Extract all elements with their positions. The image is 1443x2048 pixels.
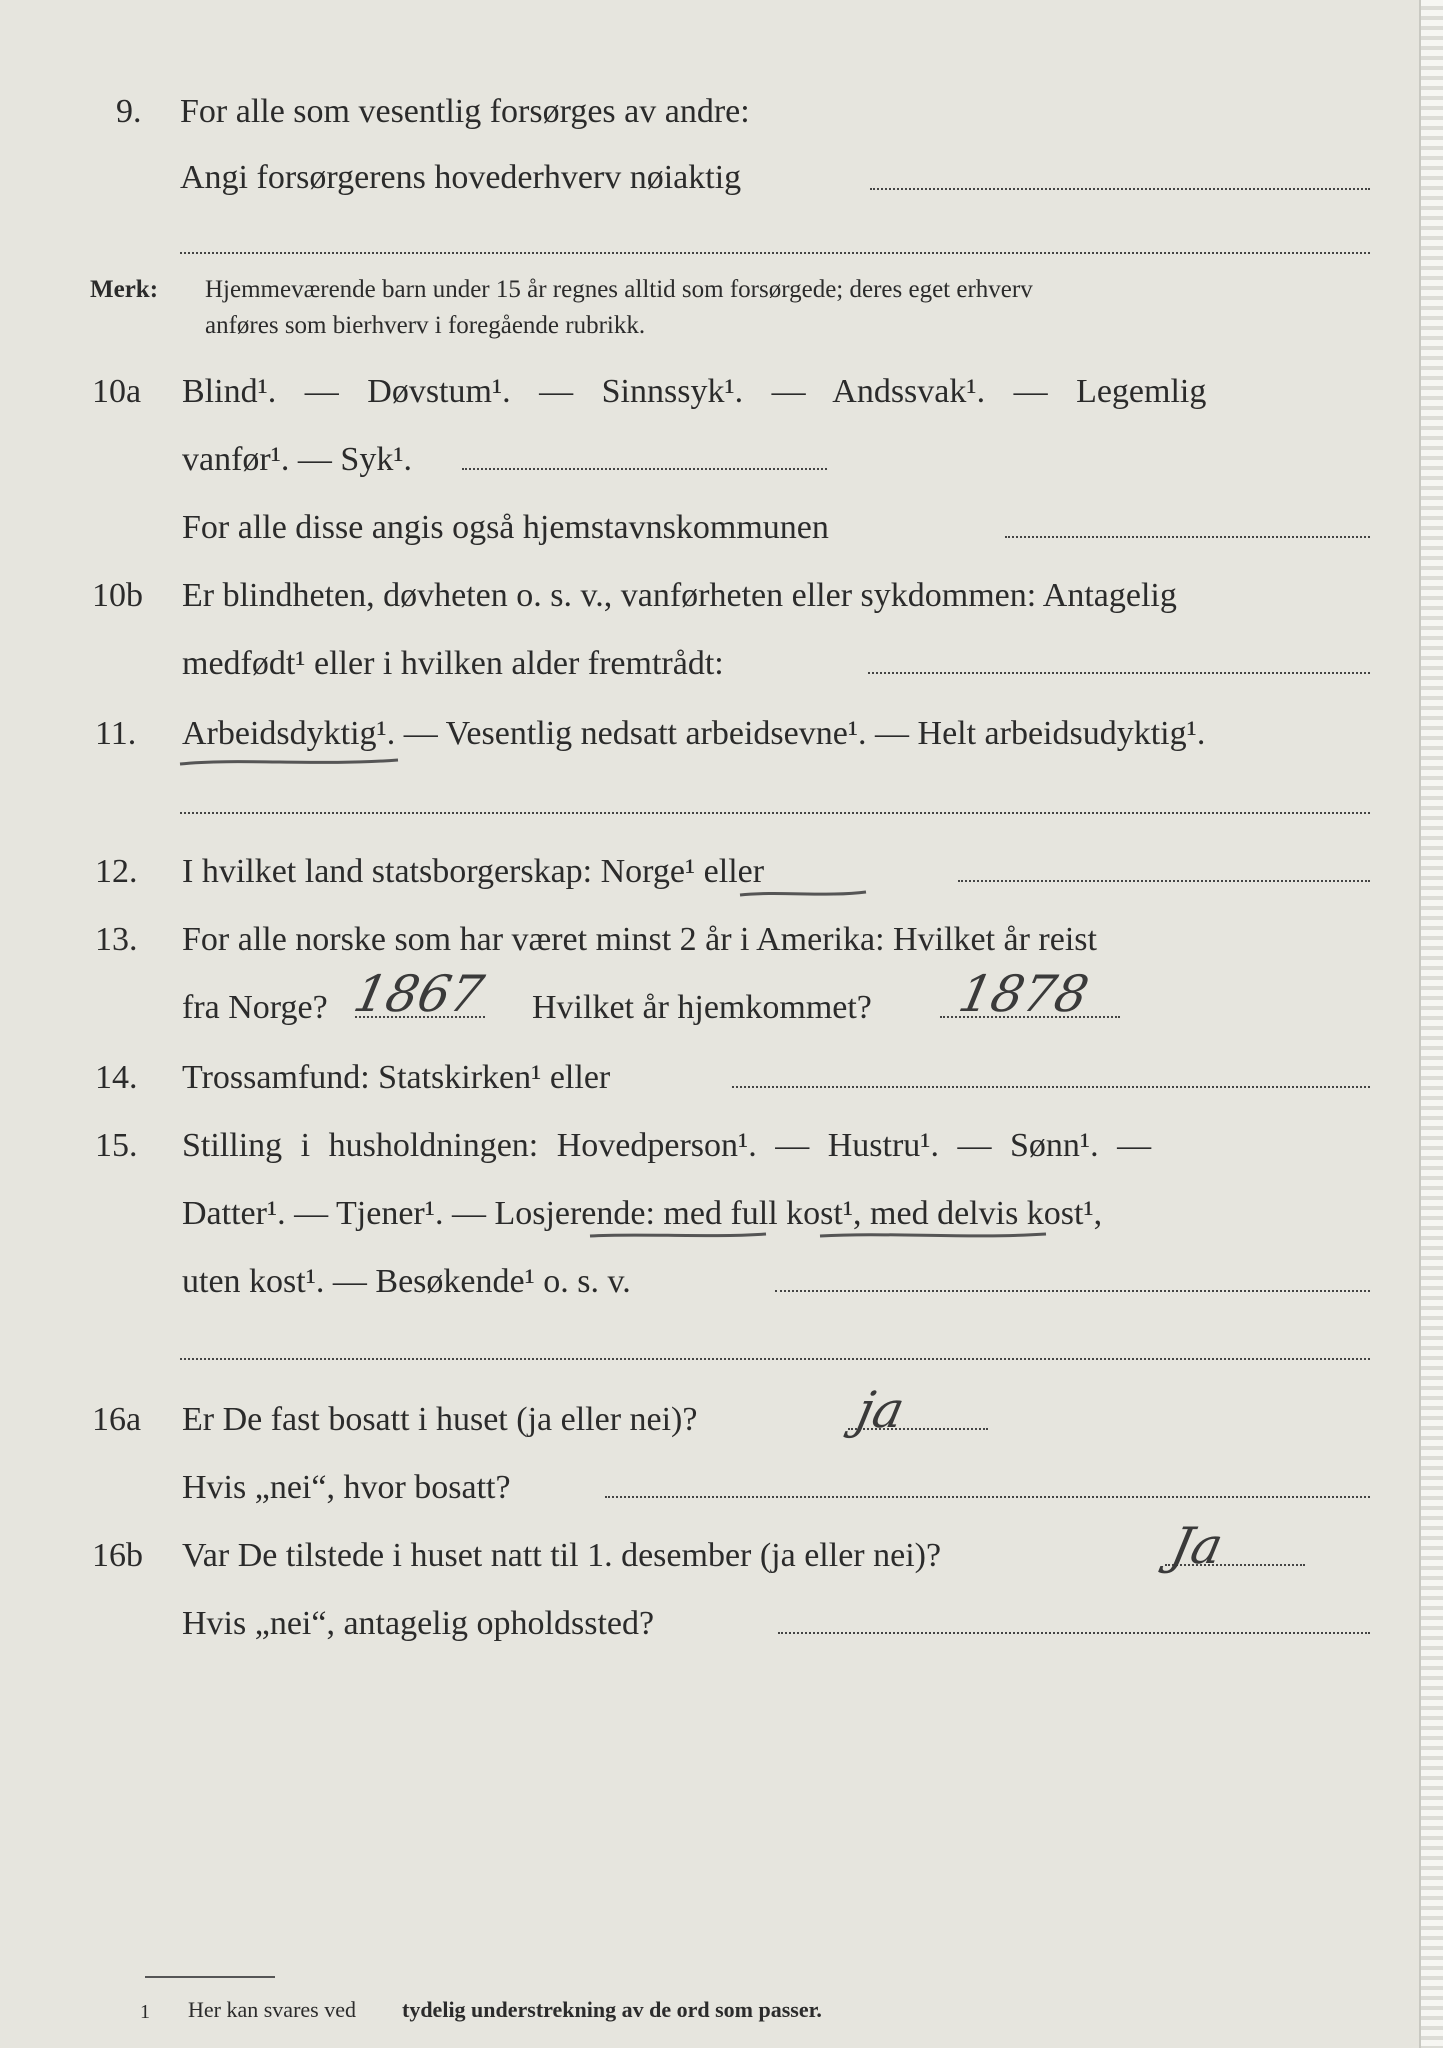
question-15-answer-line: [775, 1290, 1370, 1292]
question-9-text: For alle som vesentlig forsørges av andre:: [180, 93, 750, 130]
merk-text-1: Hjemmeværende barn under 15 år regnes alltid som forsørgede; deres eget erhverv: [205, 276, 1033, 303]
question-13-from-norway-label: fra Norge?: [182, 989, 328, 1026]
question-13-text: For alle norske som har været minst 2 år i Amerika: Hvilket år reist: [182, 921, 1097, 958]
merk-label: Merk:: [90, 276, 159, 303]
question-16b-text: Var De tilstede i huset natt til 1. desember (ja eller nei)?: [182, 1537, 942, 1574]
question-11-number: 11.: [95, 715, 137, 752]
question-10b-text: Er blindheten, døvheten o. s. v., vanførheten eller sykdommen: Antagelig: [182, 577, 1177, 614]
question-14-answer-line: [732, 1086, 1370, 1088]
question-10a-number: 10a: [92, 373, 142, 410]
question-10a-text: Blind¹. — Døvstum¹. — Sinnssyk¹. — Andssvak¹. — Legemlig: [182, 373, 1207, 410]
question-12-number: 12.: [95, 853, 138, 890]
footnote-mark: 1: [140, 2001, 150, 2023]
question-15-subtext: Datter¹. — Tjener¹. — Losjerende: med full kost¹, med delvis kost¹,: [182, 1195, 1103, 1232]
question-9-subtext: Angi forsørgerens hovederhverv nøiaktig: [180, 159, 742, 196]
question-10b-answer-line: [868, 672, 1370, 674]
question-12-text: I hvilket land statsborgerskap: Norge¹ eller: [182, 853, 765, 890]
question-14-number: 14.: [95, 1059, 138, 1096]
question-9-number: 9.: [116, 93, 142, 130]
question-15-text: Stilling i husholdningen: Hovedperson¹. — Hustru¹. — Sønn¹. —: [182, 1127, 1152, 1164]
question-10a-answer-line: [462, 468, 827, 470]
question-15-number: 15.: [95, 1127, 138, 1164]
question-13-number: 13.: [95, 921, 138, 958]
question-10a-subtext: vanfør¹. — Syk¹.: [182, 441, 413, 478]
question-16a-number: 16a: [92, 1401, 142, 1438]
question-10b-subtext: medfødt¹ eller i hvilken alder fremtrådt:: [182, 645, 724, 682]
arbeidsdyktig-underline: [178, 754, 400, 770]
merk-text-2: anføres som bierhverv i foregående rubrikk.: [205, 312, 646, 339]
question-10b-number: 10b: [92, 577, 143, 614]
question-16b-answer-handwritten: Ja: [1165, 1517, 1229, 1575]
question-16a-answer-handwritten: ja: [851, 1381, 910, 1439]
question-15-subtext-2: uten kost¹. — Besøkende¹ o. s. v.: [182, 1263, 631, 1300]
med-full-kost-underline: [818, 1228, 1048, 1244]
question-16a-where-line: [605, 1496, 1370, 1498]
question-15-answer-line-2: [180, 1358, 1370, 1360]
losjerende-underline: [588, 1228, 768, 1244]
norge-underline: [738, 886, 868, 902]
question-9-answer-line-2: [180, 252, 1370, 254]
question-10a-hometown-line: [1005, 536, 1370, 538]
question-16b-number: 16b: [92, 1537, 143, 1574]
question-11-answer-line: [180, 812, 1370, 814]
question-16b-whereabouts-line: [778, 1632, 1370, 1634]
question-11-text: Arbeidsdyktig¹. — Vesentlig nedsatt arbeidsevne¹. — Helt arbeidsudyktig¹.: [182, 715, 1206, 752]
question-10a-hometown-text: For alle disse angis også hjemstavnskommunen: [182, 509, 829, 546]
question-16b-subtext: Hvis „nei“, antagelig opholdssted?: [182, 1605, 655, 1642]
footnote-text-a: Her kan svares ved: [188, 1997, 356, 2022]
question-13-return-label: Hvilket år hjemkommet?: [532, 989, 872, 1026]
question-16a-text: Er De fast bosatt i huset (ja eller nei)?: [182, 1401, 698, 1438]
question-9-answer-line: [870, 188, 1370, 190]
footnote-text-b: tydelig understrekning av de ord som passer.: [402, 1997, 822, 2022]
question-14-text: Trossamfund: Statskirken¹ eller: [182, 1059, 611, 1096]
footnote-rule: [145, 1976, 275, 1978]
question-16a-subtext: Hvis „nei“, hvor bosatt?: [182, 1469, 511, 1506]
departure-year-handwritten: 1867: [348, 965, 489, 1023]
question-12-answer-line: [958, 880, 1370, 882]
return-year-handwritten: 1878: [953, 965, 1094, 1023]
